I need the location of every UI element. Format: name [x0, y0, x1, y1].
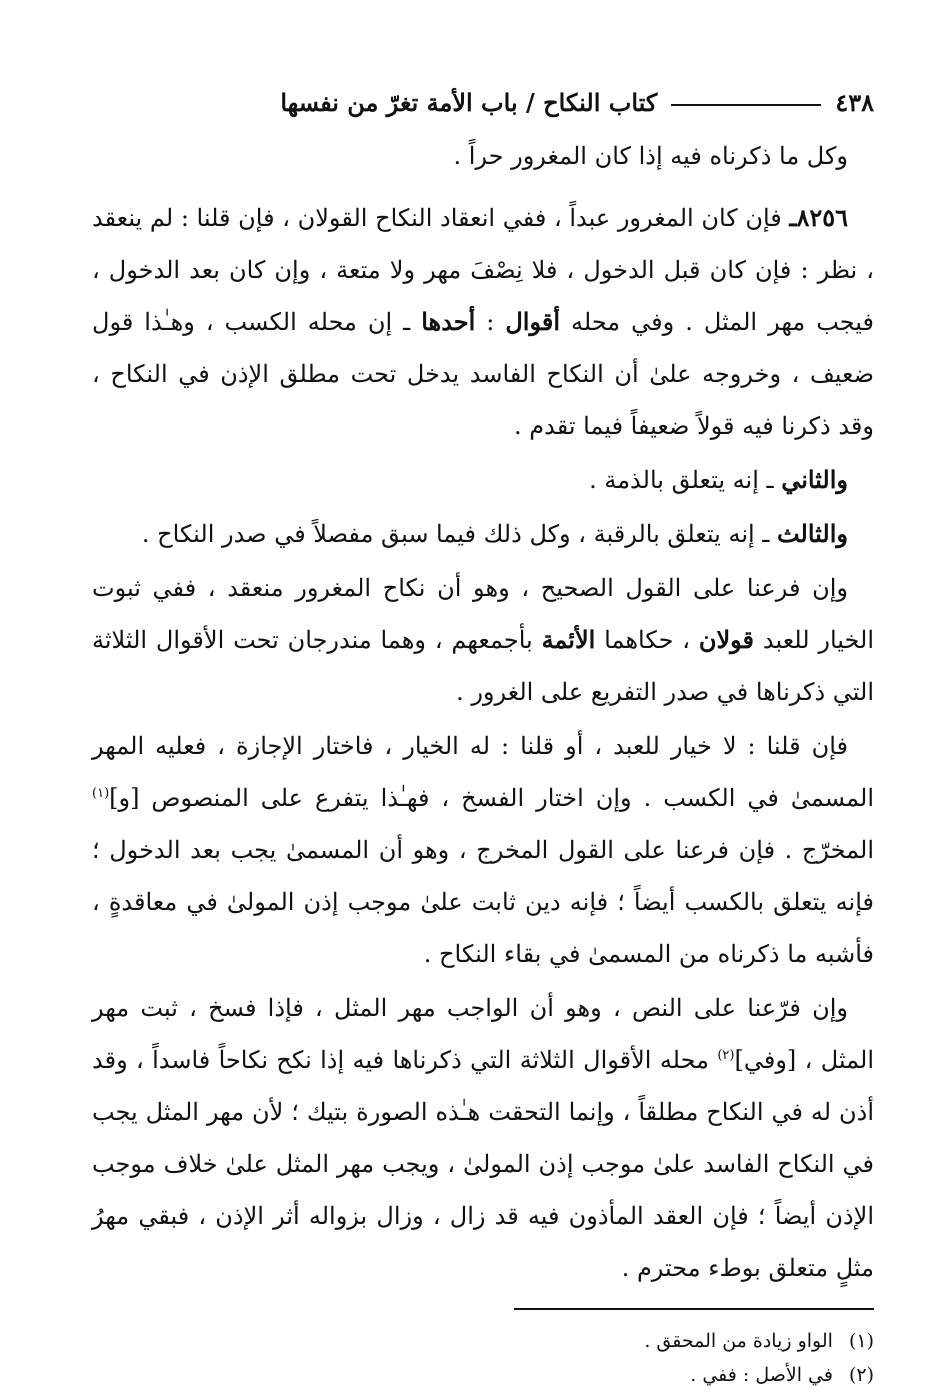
footnote-2 — [92, 1358, 874, 1392]
footnote-ref-1: (١) — [92, 786, 110, 801]
paragraph-second-opinion: والثاني ـ إنه يتعلق بالذمة . — [589, 465, 848, 494]
paragraph-correct-view: وإن فرعنا على القول الصحيح ، وهو أن نكاح المغرور منعقد ، ففي ثبوت الخيار للعبد قولان ، حكاهما الأئمة بأجمعهم ، وهما مندرجان تحت الأقوال الثلاثة التي ذكرناها في صدر التفريع على الغرور . — [92, 574, 874, 706]
main-text — [92, 130, 874, 1294]
running-title: كتاب النكاح / باب الأمة تغرّ من نفسها — [280, 87, 658, 117]
footnote-text: الواو زيادة من المحقق . — [644, 1330, 833, 1352]
paragraph-8256: ٨٢٥٦ـ فإن كان المغرور عبداً ، ففي انعقاد النكاح القولان ، فإن قلنا : لم ينعقد ، نظر : فإن كان قبل الدخول ، فلا نِصْفَ مهر ولا متعة ، وإن كان بعد الدخول ، فيجب مهر المثل . وفي محله أقوال : أحدها ـ إن محله الكسب ، وهـٰذا قول ضعيف ، وخروجه علىٰ أن النكاح الفاسد يدخل تحت مطلق الإذن في النكاح ، وقد ذكرنا فيه قولاً ضعيفاً فيما تقدم . — [92, 203, 875, 440]
book-page — [92, 80, 874, 1392]
footnote-ref-2: (٢) — [717, 1048, 735, 1063]
footnote-marker: (٢) — [848, 1364, 874, 1386]
footnotes — [92, 1324, 874, 1392]
footnote-marker: (١) — [848, 1330, 874, 1352]
paragraph-1: وكل ما ذكرناه فيه إذا كان المغرور حراً . — [453, 142, 848, 170]
footnote-separator — [514, 1308, 874, 1310]
page-header — [92, 80, 874, 124]
page-number: ٤٣٨ — [835, 87, 874, 117]
paragraph-text-ruling: وإن فرّعنا على النص ، وهو أن الواجب مهر المثل ، فإذا فسخ ، ثبت مهر المثل ، [وفي]$^{(٢)}$ محله الأقوال الثلاثة التي ذكرناها فيه إذا نكح نكاحاً فاسداً ، وقد أذن له في النكاح مطلقاً ، وإنما التحقت هـٰذه الصورة بتيك ؛ لأن مهر المثل يجب في النكاح الفاسد علىٰ موجب إذن المولىٰ ، ويجب مهر المثل علىٰ خلاف موجب الإذن أيضاً ؛ فإن العقد المأذون فيه قد زال ، وزال بزواله أثر الإذن ، فبقي مهرُ مثلٍ متعلق بوطء محترم . — [92, 994, 874, 1282]
footnote-1 — [92, 1324, 874, 1358]
paragraph-no-option: فإن قلنا : لا خيار للعبد ، أو قلنا : له الخيار ، فاختار الإجازة ، فعليه المهر المسمىٰ في الكسب . وإن اختار الفسخ ، فهـٰذا يتفرع على المنصوص [و]$^{(١)}$ المخرّج . فإن فرعنا على القول المخرج ، وهو أن المسمىٰ يجب بعد الدخول ؛ فإنه يتعلق بالكسب أيضاً ؛ فإنه دين ثابت علىٰ موجب إذن المولىٰ في معاقدةٍ ، فأشبه ما ذكرناه من المسمىٰ في بقاء النكاح . — [92, 732, 875, 968]
paragraph-third-opinion: والثالث ـ إنه يتعلق بالرقبة ، وكل ذلك فيما سبق مفصلاً في صدر النكاح . — [141, 519, 848, 548]
footnote-text: في الأصل : ففي . — [690, 1364, 833, 1386]
section-number: ٨٢٥٦ـ — [789, 203, 848, 232]
header-rule — [671, 104, 821, 106]
